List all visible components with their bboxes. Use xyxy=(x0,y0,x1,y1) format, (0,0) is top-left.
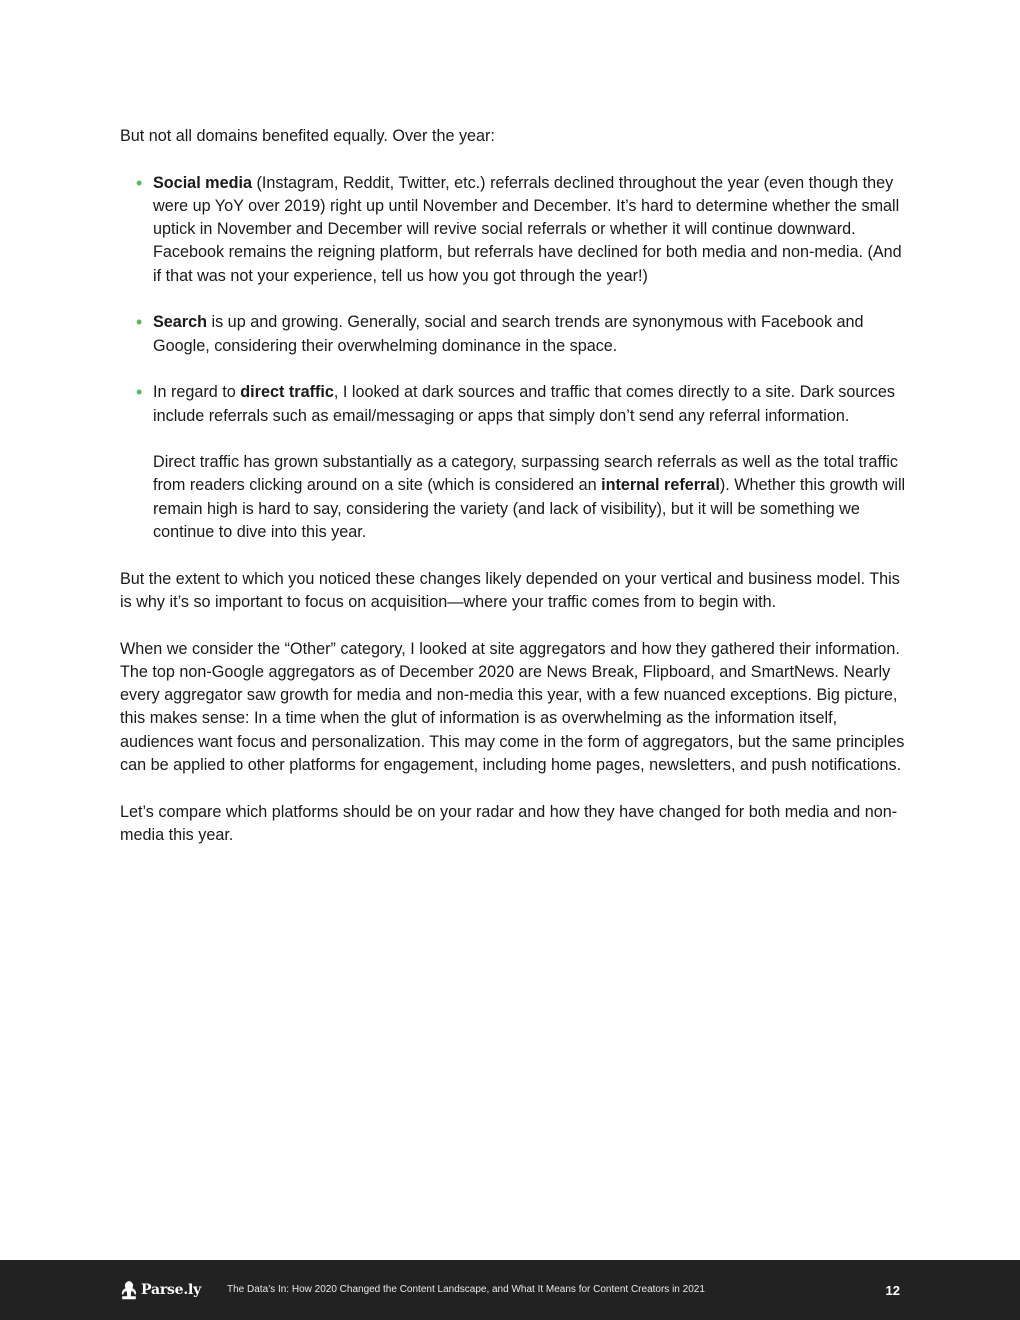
page-footer xyxy=(0,1260,1020,1320)
list-item-text: (Instagram, Reddit, Twitter, etc.) referrals declined throughout the year (even though they were up YoY over 2019) right up until November and December. It’s hard to determine whether the small uptick in November and December will revive social referrals or whether it will continue downward. Facebook remains the reigning platform, but referrals have declined for both media and non-media. (And if that was not your experience, tell us how you got through the year!) xyxy=(153,173,902,285)
page-body xyxy=(120,125,910,871)
page-number: 12 xyxy=(885,1283,900,1298)
footer-document-title: The Data’s In: How 2020 Changed the Content Landscape, and What It Means for Content Creators in 2021 xyxy=(227,1284,705,1295)
compare-paragraph: Let’s compare which platforms should be on your radar and how they have changed for both media and non-media this year. xyxy=(120,802,898,844)
direct-traffic-paragraph-2 xyxy=(153,451,910,544)
bold-term-internal-referral: internal referral xyxy=(601,476,720,495)
list-item-text: is up and growing. Generally, social and search trends are synonymous with Facebook and Google, considering their overwhelming dominance in the space. xyxy=(153,313,864,355)
list-item-text: In regard to xyxy=(153,383,241,402)
bold-term-direct-traffic: direct traffic xyxy=(240,383,334,402)
list-item-direct xyxy=(136,381,910,544)
intro-paragraph: But not all domains benefited equally. Over the year: xyxy=(120,127,495,145)
parsely-leaf-icon xyxy=(120,1280,138,1301)
bold-term-social-media: Social media xyxy=(153,173,252,192)
bullet-dot-icon: • xyxy=(136,312,143,333)
extent-paragraph: But the extent to which you noticed these changes likely depended on your vertical and business model. This is why it’s so important to focus on acquisition—where your traffic comes from to begin with. xyxy=(120,569,900,611)
bullet-dot-icon: • xyxy=(136,382,143,403)
logo-wordmark: Parse.ly xyxy=(141,1282,202,1298)
bullet-dot-icon: • xyxy=(136,172,143,193)
list-item-search xyxy=(136,311,910,358)
list-item-text: ). Whether this growth will remain high is hard to say, considering the variety (and lack of visibility), but it will be something we continue to dive into this year. xyxy=(153,476,906,542)
bold-term-search: Search xyxy=(153,313,207,332)
parsely-logo xyxy=(120,1279,201,1301)
bullet-list xyxy=(120,172,910,545)
list-item-text: Direct traffic has grown substantially as a category, surpassing search referrals as well as the total traffic from readers clicking around on a site (which is considered an xyxy=(153,453,898,495)
other-category-paragraph: When we consider the “Other” category, I looked at site aggregators and how they gathered their information. The top non-Google aggregators as of December 2020 are News Break, Flipboard, and SmartNews. Nearly every aggregator saw growth for media and non-media this year, with a few nuanced exceptions. Big picture, this makes sense: In a time when the glut of information is as overwhelming as the information itself, audiences want focus and personalization. This may come in the form of aggregators, but the same principles can be applied to other platforms for engagement, including home pages, newsletters, and push notifications. xyxy=(120,639,905,775)
list-item-social xyxy=(136,172,910,288)
list-item-text: , I looked at dark sources and traffic that comes directly to a site. Dark sources include referrals such as email/messaging or apps that simply don’t send any referral information. xyxy=(153,383,895,425)
direct-traffic-paragraph-1 xyxy=(153,381,910,428)
